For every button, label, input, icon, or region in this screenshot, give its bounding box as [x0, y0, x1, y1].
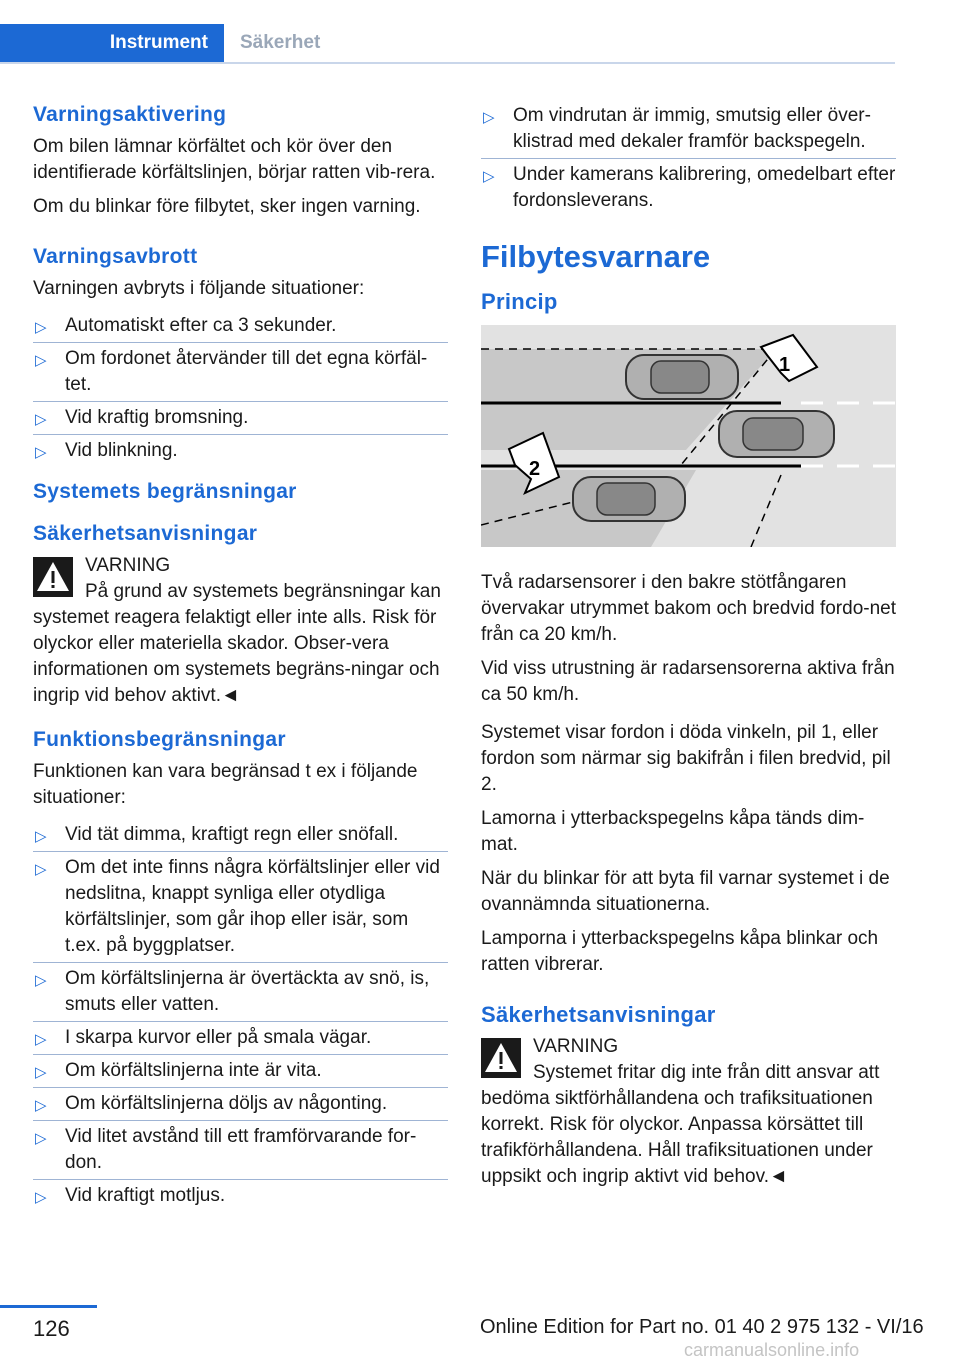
footer-rule [0, 1305, 97, 1308]
paragraph: Två radarsensorer i den bakre stötfångaren övervakar utrymmet bakom och bredvid fordo-net från ca 20 km/h. [481, 572, 897, 645]
list-item: ▷ Om vindrutan är immig, smutsig eller över-klistrad med dekaler framför backspegeln. [481, 100, 896, 159]
watermark: carmanualsonline.info [684, 1340, 860, 1360]
warning-text: Systemet fritar dig inte från ditt ansvar att bedöma siktförhållandena och trafiksituationen korrekt. Risk för olyckor. Anpassa körsättet till trafikförhållandena. Håll trafiksituationen under uppsikt och ingrip aktivt vid behov.◄ [481, 1062, 880, 1187]
paragraph: Funktionen kan vara begränsad t ex i följande situationer: [33, 761, 418, 808]
heading-princip: Princip [481, 289, 558, 314]
warning-icon [33, 557, 73, 597]
warning-text: På grund av systemets begränsningar kan systemet reagera felaktigt eller inte alls. Risk för olyckor eller materiella skador. Obser-vera informationen om systemets begräns-ningar och ingrip vid behov aktivt.◄ [33, 581, 441, 706]
heading-varningsaktivering: Varningsaktivering [33, 103, 227, 126]
bullet-list [33, 310, 448, 467]
heading-varningsavbrott: Varningsavbrott [33, 245, 198, 268]
list-item: ▷ Om det inte finns några körfältslinjer eller vid nedslitna, knappt synliga eller otydliga körfältslinjer, som går ihop eller isär, som t.ex. på byggplatser. [33, 852, 448, 963]
warning-box [33, 553, 448, 709]
page-number: 126 [33, 1316, 70, 1341]
list-item: ▷ I skarpa kurvor eller på smala vägar. [33, 1022, 448, 1055]
heading-sakerhetsanvisningar: Säkerhetsanvisningar [481, 1002, 716, 1027]
triangle-bullet-icon: ▷ [35, 352, 47, 369]
warning-box [481, 1034, 896, 1190]
list-item: ▷ Om fordonet återvänder till det egna körfäl-tet. [33, 343, 448, 402]
triangle-bullet-icon: ▷ [35, 972, 47, 989]
left-column [33, 100, 448, 1222]
car-icon [626, 355, 738, 399]
edition-label: Online Edition for Part no. 01 40 2 975 132 - VI/16 [480, 1316, 924, 1338]
arrow-label-1: 1 [779, 354, 791, 376]
bullet-list [33, 819, 448, 1212]
heading-systemets-begransningar: Systemets begränsningar [33, 480, 297, 503]
paragraph: Om du blinkar före filbytet, sker ingen varning. [33, 196, 421, 217]
list-item: ▷ Om körfältslinjerna döljs av någonting. [33, 1088, 448, 1121]
triangle-bullet-icon: ▷ [483, 168, 495, 185]
arrow-label-2: 2 [529, 458, 541, 480]
list-item: ▷ Vid tät dimma, kraftigt regn eller snöfall. [33, 819, 448, 852]
triangle-bullet-icon: ▷ [35, 444, 47, 461]
paragraph: När du blinkar för att byta fil varnar systemet i de ovannämnda situationerna. [481, 868, 890, 915]
warning-icon [481, 1038, 521, 1078]
list-item: ▷ Om körfältslinjerna inte är vita. [33, 1055, 448, 1088]
list-item: ▷ Automatiskt efter ca 3 sekunder. [33, 310, 448, 343]
heading-filbytesvarnare: Filbytesvarnare [481, 239, 711, 274]
paragraph: Vid viss utrustning är radarsensorerna aktiva från ca 50 km/h. [481, 658, 895, 705]
list-item: ▷ Vid kraftig bromsning. [33, 402, 448, 435]
triangle-bullet-icon: ▷ [35, 319, 47, 336]
triangle-bullet-icon: ▷ [35, 861, 47, 878]
paragraph: Lamorna i ytterbackspegelns kåpa tänds dim-mat. [481, 808, 865, 855]
warning-title: VARNING [85, 555, 171, 576]
paragraph: Om bilen lämnar körfältet och kör över den identifierade körfältslinjen, börjar ratten vib-rera. [33, 136, 436, 183]
list-item: ▷ Vid blinkning. [33, 435, 448, 467]
car-icon [719, 411, 834, 457]
paragraph: Lamporna i ytterbackspegelns kåpa blinkar och ratten vibrerar. [481, 928, 879, 975]
tab-sakerhet[interactable]: Säkerhet [240, 32, 321, 53]
car-icon [573, 477, 685, 521]
right-column [481, 100, 896, 1202]
warning-title: VARNING [533, 1036, 619, 1057]
paragraph: Varningen avbryts i följande situationer: [33, 278, 365, 299]
triangle-bullet-icon: ▷ [483, 109, 495, 126]
paragraph: Systemet visar fordon i döda vinkeln, pil 1, eller fordon som närmar sig bakifrån i filen bredvid, pil 2. [481, 722, 891, 795]
list-item: ▷ Vid kraftigt motljus. [33, 1180, 448, 1212]
bullet-list [481, 100, 896, 217]
list-item: ▷ Under kamerans kalibrering, omedelbart efter fordonsleverans. [483, 164, 896, 211]
list-item: ▷ Om körfältslinjerna är övertäckta av snö, is, smuts eller vatten. [33, 963, 448, 1022]
triangle-bullet-icon: ▷ [35, 1064, 47, 1081]
lane-change-diagram [481, 325, 896, 547]
heading-funktionsbegransningar: Funktionsbegränsningar [33, 728, 286, 751]
triangle-bullet-icon: ▷ [35, 1130, 47, 1147]
section-tabs [0, 24, 895, 64]
triangle-bullet-icon: ▷ [35, 411, 47, 428]
list-item: ▷ Vid litet avstånd till ett framförvarande for-don. [33, 1121, 448, 1180]
triangle-bullet-icon: ▷ [35, 1031, 47, 1048]
heading-sakerhetsanvisningar: Säkerhetsanvisningar [33, 522, 258, 545]
triangle-bullet-icon: ▷ [35, 1189, 47, 1206]
tab-instrument[interactable]: Instrument [0, 24, 224, 62]
triangle-bullet-icon: ▷ [35, 1097, 47, 1114]
triangle-bullet-icon: ▷ [35, 828, 47, 845]
